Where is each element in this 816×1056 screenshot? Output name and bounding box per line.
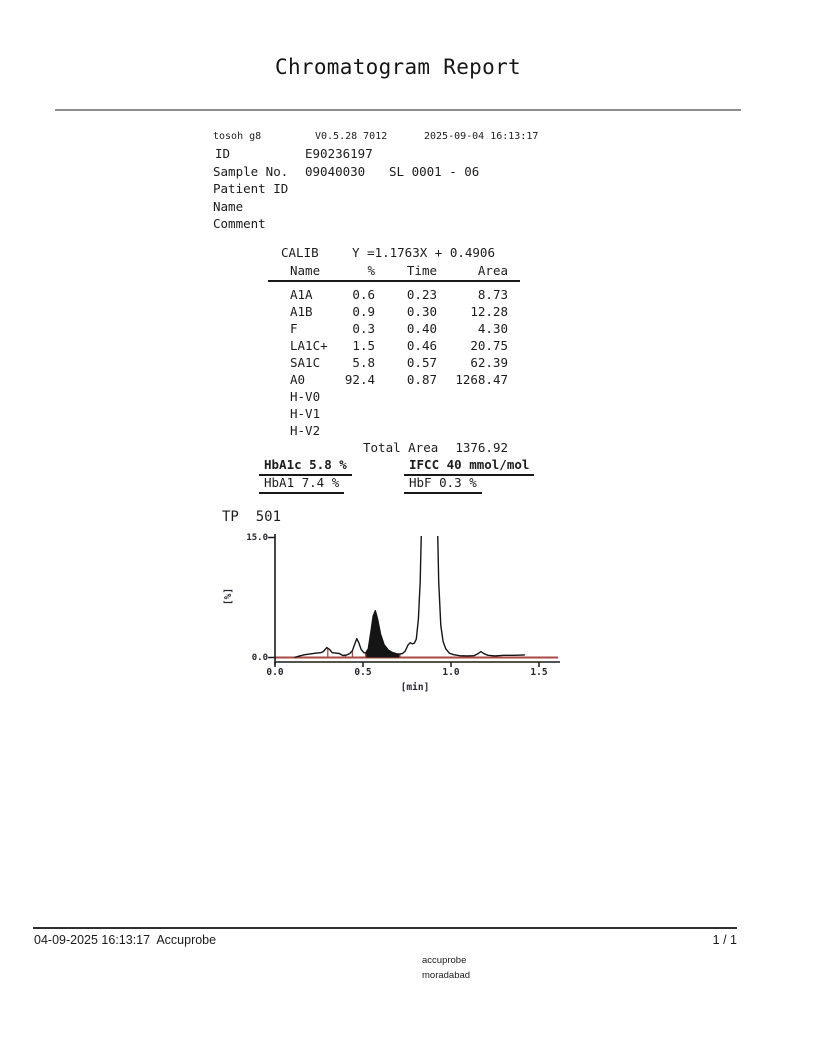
total-area-value: 1376.92 bbox=[455, 440, 508, 455]
calib-label: CALIB bbox=[281, 245, 319, 260]
hbf-result: HbF 0.3 % bbox=[404, 475, 482, 494]
hba1c-result: HbA1c 5.8 % bbox=[259, 457, 352, 476]
column-header-time: Time bbox=[406, 263, 437, 278]
calib-equation: Y =1.1763X + 0.4906 bbox=[352, 245, 495, 260]
chart-title: TP 501 bbox=[222, 509, 282, 525]
table-cell: 0.46 bbox=[406, 338, 437, 353]
table-row bbox=[268, 355, 520, 372]
table-row bbox=[268, 304, 520, 321]
table-row bbox=[268, 287, 520, 304]
table-cell: 5.8 bbox=[352, 355, 375, 370]
table-row bbox=[268, 338, 520, 355]
y-axis-tick-label: 0.0 bbox=[251, 653, 268, 663]
sample-no-label: Sample No. bbox=[213, 164, 289, 179]
x-axis-unit-label: [min] bbox=[400, 682, 430, 693]
footer-divider bbox=[33, 927, 737, 929]
table-cell: 12.28 bbox=[470, 304, 508, 319]
column-header-pct: % bbox=[367, 263, 375, 278]
table-cell: 0.3 bbox=[352, 321, 375, 336]
table-cell: 92.4 bbox=[344, 372, 375, 387]
column-header-area: Area bbox=[477, 263, 508, 278]
device-name: tosoh g8 bbox=[213, 131, 262, 142]
table-cell: 0.40 bbox=[406, 321, 437, 336]
table-cell: H-V0 bbox=[290, 389, 321, 404]
table-cell: 8.73 bbox=[477, 287, 508, 302]
table-cell: LA1C+ bbox=[290, 338, 328, 353]
table-header-rule bbox=[268, 280, 520, 282]
table-cell: 1268.47 bbox=[455, 372, 508, 387]
table-cell: A0 bbox=[290, 372, 306, 387]
table-row bbox=[268, 321, 520, 338]
report-datetime: 2025-09-04 16:13:17 bbox=[424, 131, 539, 142]
id-value: E90236197 bbox=[305, 146, 373, 161]
id-label: ID bbox=[215, 146, 231, 161]
table-cell: A1B bbox=[290, 304, 313, 319]
column-header-name: Name bbox=[290, 263, 321, 278]
x-axis-tick-label: 1.5 bbox=[530, 667, 548, 678]
table-cell: A1A bbox=[290, 287, 313, 302]
table-cell: 0.57 bbox=[406, 355, 437, 370]
table-cell: H-V2 bbox=[290, 423, 321, 438]
comment-label: Comment bbox=[213, 216, 266, 231]
table-row bbox=[268, 372, 520, 389]
table-cell: SA1C bbox=[290, 355, 321, 370]
table-cell: 1.5 bbox=[352, 338, 375, 353]
table-cell: 0.23 bbox=[406, 287, 437, 302]
table-cell: 62.39 bbox=[470, 355, 508, 370]
table-cell: F bbox=[290, 321, 298, 336]
table-cell: H-V1 bbox=[290, 406, 321, 421]
table-row bbox=[268, 406, 520, 423]
y-axis-tick-label: 15.0 bbox=[246, 533, 268, 543]
sample-no-value: 09040030 bbox=[305, 164, 366, 179]
table-cell: 0.87 bbox=[406, 372, 437, 387]
org-location: moradabad bbox=[422, 970, 471, 981]
sample-slot: SL 0001 - 06 bbox=[389, 164, 480, 179]
table-row bbox=[268, 423, 520, 440]
table-cell: 0.30 bbox=[406, 304, 437, 319]
patient-id-label: Patient ID bbox=[213, 181, 289, 196]
table-cell: 0.6 bbox=[352, 287, 375, 302]
org-name: accuprobe bbox=[422, 955, 467, 966]
y-axis-unit-label: [%] bbox=[223, 587, 235, 606]
x-axis-tick-label: 1.0 bbox=[442, 667, 460, 678]
x-axis-tick-label: 0.5 bbox=[354, 667, 372, 678]
name-label: Name bbox=[213, 199, 244, 214]
table-cell: 0.9 bbox=[352, 304, 375, 319]
ifcc-result: IFCC 40 mmol/mol bbox=[404, 457, 534, 476]
footer-datetime: 04-09-2025 16:13:17 Accuprobe bbox=[34, 933, 217, 947]
table-cell: 20.75 bbox=[470, 338, 508, 353]
page-number: 1 / 1 bbox=[712, 933, 737, 947]
table-cell: 4.30 bbox=[477, 321, 508, 336]
title-divider bbox=[55, 109, 741, 111]
calib-table-header bbox=[268, 263, 520, 280]
x-axis-tick-label: 0.0 bbox=[266, 667, 284, 678]
table-row bbox=[268, 389, 520, 406]
total-area-label: Total Area bbox=[363, 440, 439, 455]
page-title: Chromatogram Report bbox=[275, 55, 521, 79]
firmware-version: V0.5.28 7012 bbox=[315, 131, 388, 142]
calib-rows bbox=[268, 287, 520, 440]
hba1-result: HbA1 7.4 % bbox=[259, 475, 344, 494]
